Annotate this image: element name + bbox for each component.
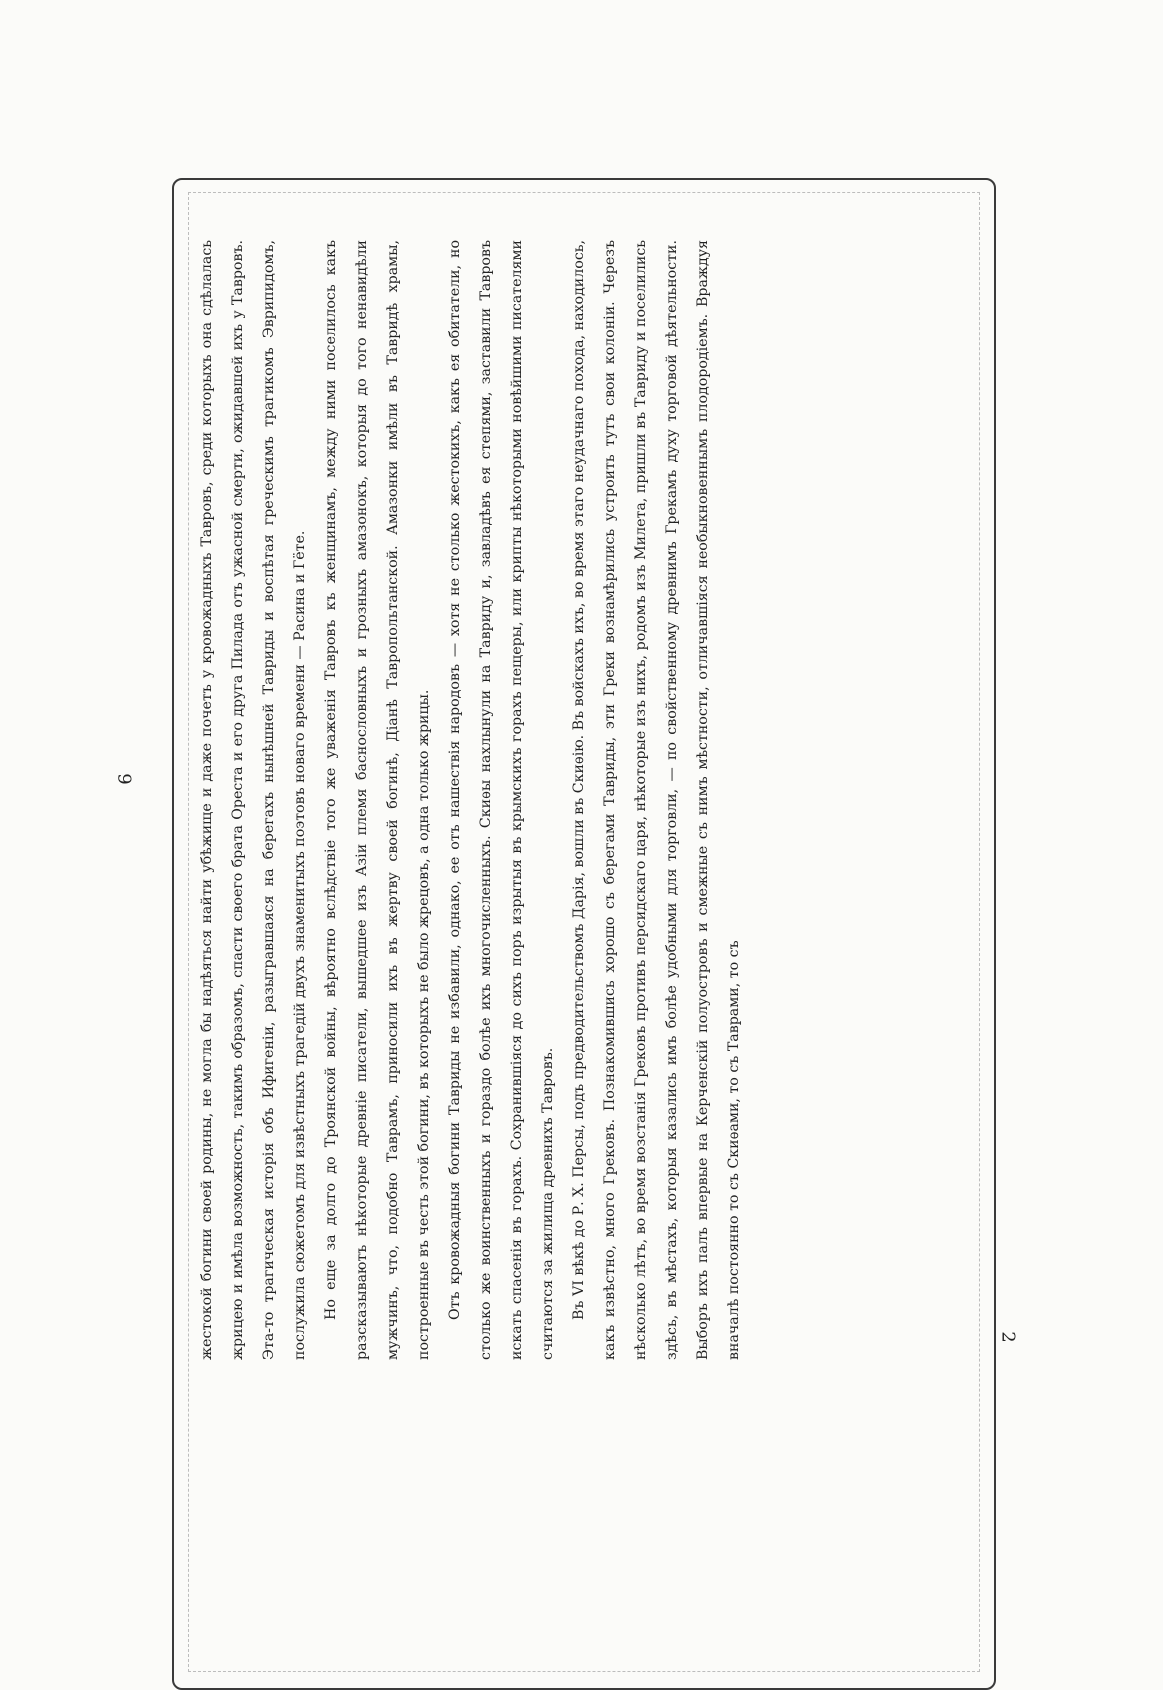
page-number-top: 9 (113, 773, 135, 785)
paragraph-3: Отъ кровожадныя богини Тавриды не избавили, однако, ее отъ нашествія народовъ — хотя не столько жестокихъ, какъ ея обитатели, но столько же воинственныхъ и гораздо болѣе ихъ многочисленныхъ. Скиѳы нахлынули на Тавриду и, завладѣвъ ея степями, заставили Тавровъ искать спасенія въ горахъ. Сохранившіяся до сихъ поръ изрытыя въ крымскихъ горахъ пещеры, или крипты нѣкоторыми новѣйшими писателями считаются за жилища древнихъ Тавровъ. (447, 240, 556, 1360)
body-text (192, 230, 892, 1370)
paragraph-2: Но еще за долго до Троянской войны, вѣроятно вслѣдствіе того же уваженія Тавровъ къ женщинамъ, между ними поселилось какъ разсказываютъ нѣкоторые древніе писатели, вышедшее изъ Азіи племя баснословныхъ и грозныхъ амазонокъ, которыя до того ненавидѣли мужчинъ, что, подобно Таврамъ, приносили ихъ въ жертву своей богинѣ, Діанѣ Тавропольтанской. Амазонки имѣли въ Тавридѣ храмы, построенные въ честь этой богини, въ которыхъ не было жрецовъ, а одна только жрицы. (323, 240, 432, 1360)
paragraph-1: жестокой богини своей родины, не могла бы надѣяться найти убѣжище и даже почетъ у кровожадныхъ Тавровъ, среди которыхъ она сдѣлалась жрицею и имѣла возможность, такимъ образомъ, спасти своего брата Ореста и его друга Пилада отъ ужасной смерти, ожидавшей ихъ у Тавровъ. Эта-то трагическая исторія объ Ифигеніи, разыгравшаяся на берегахъ нынѣшней Тавриды и воспѣтая греческимъ трагикомъ Эврипидомъ, послужила сюжетомъ для извѣстныхъ трагедій двухъ знаменитыхъ поэтовъ новаго времени — Расина и Гёте. (199, 240, 308, 1360)
page-number-bottom: 2 (997, 1331, 1019, 1343)
paragraph-4: Въ VI вѣкѣ до Р. Х. Персы, подъ предводительствомъ Дарія, вошли въ Скиѳію. Въ войскахъ ихъ, во время этаго неудачнаго похода, находилось, какъ извѣстно, много Грековъ. Познакомившись хорошо съ берегами Тавриды, эти Греки вознамѣрились устроить тутъ свои колоніи. Черезъ нѣсколько лѣтъ, во время возстанія Грековъ противъ персидскаго царя, нѣкоторые изъ нихъ, родомъ изъ Милета, пришли въ Тавриду и поселились здѣсь, въ мѣстахъ, которыя казались имъ болѣе удобными для торговли, — по свойственному древнимъ Грекамъ духу торговой дѣятельности. Выборъ ихъ палъ впервые на Керченскій полуостровъ и смежные съ нимъ мѣстности, отличавшіяся необыкновеннымъ плодородіемъ. Враждуя вначалѣ постоянно то съ Скиѳами, то съ Таврами, то съ (571, 240, 742, 1360)
